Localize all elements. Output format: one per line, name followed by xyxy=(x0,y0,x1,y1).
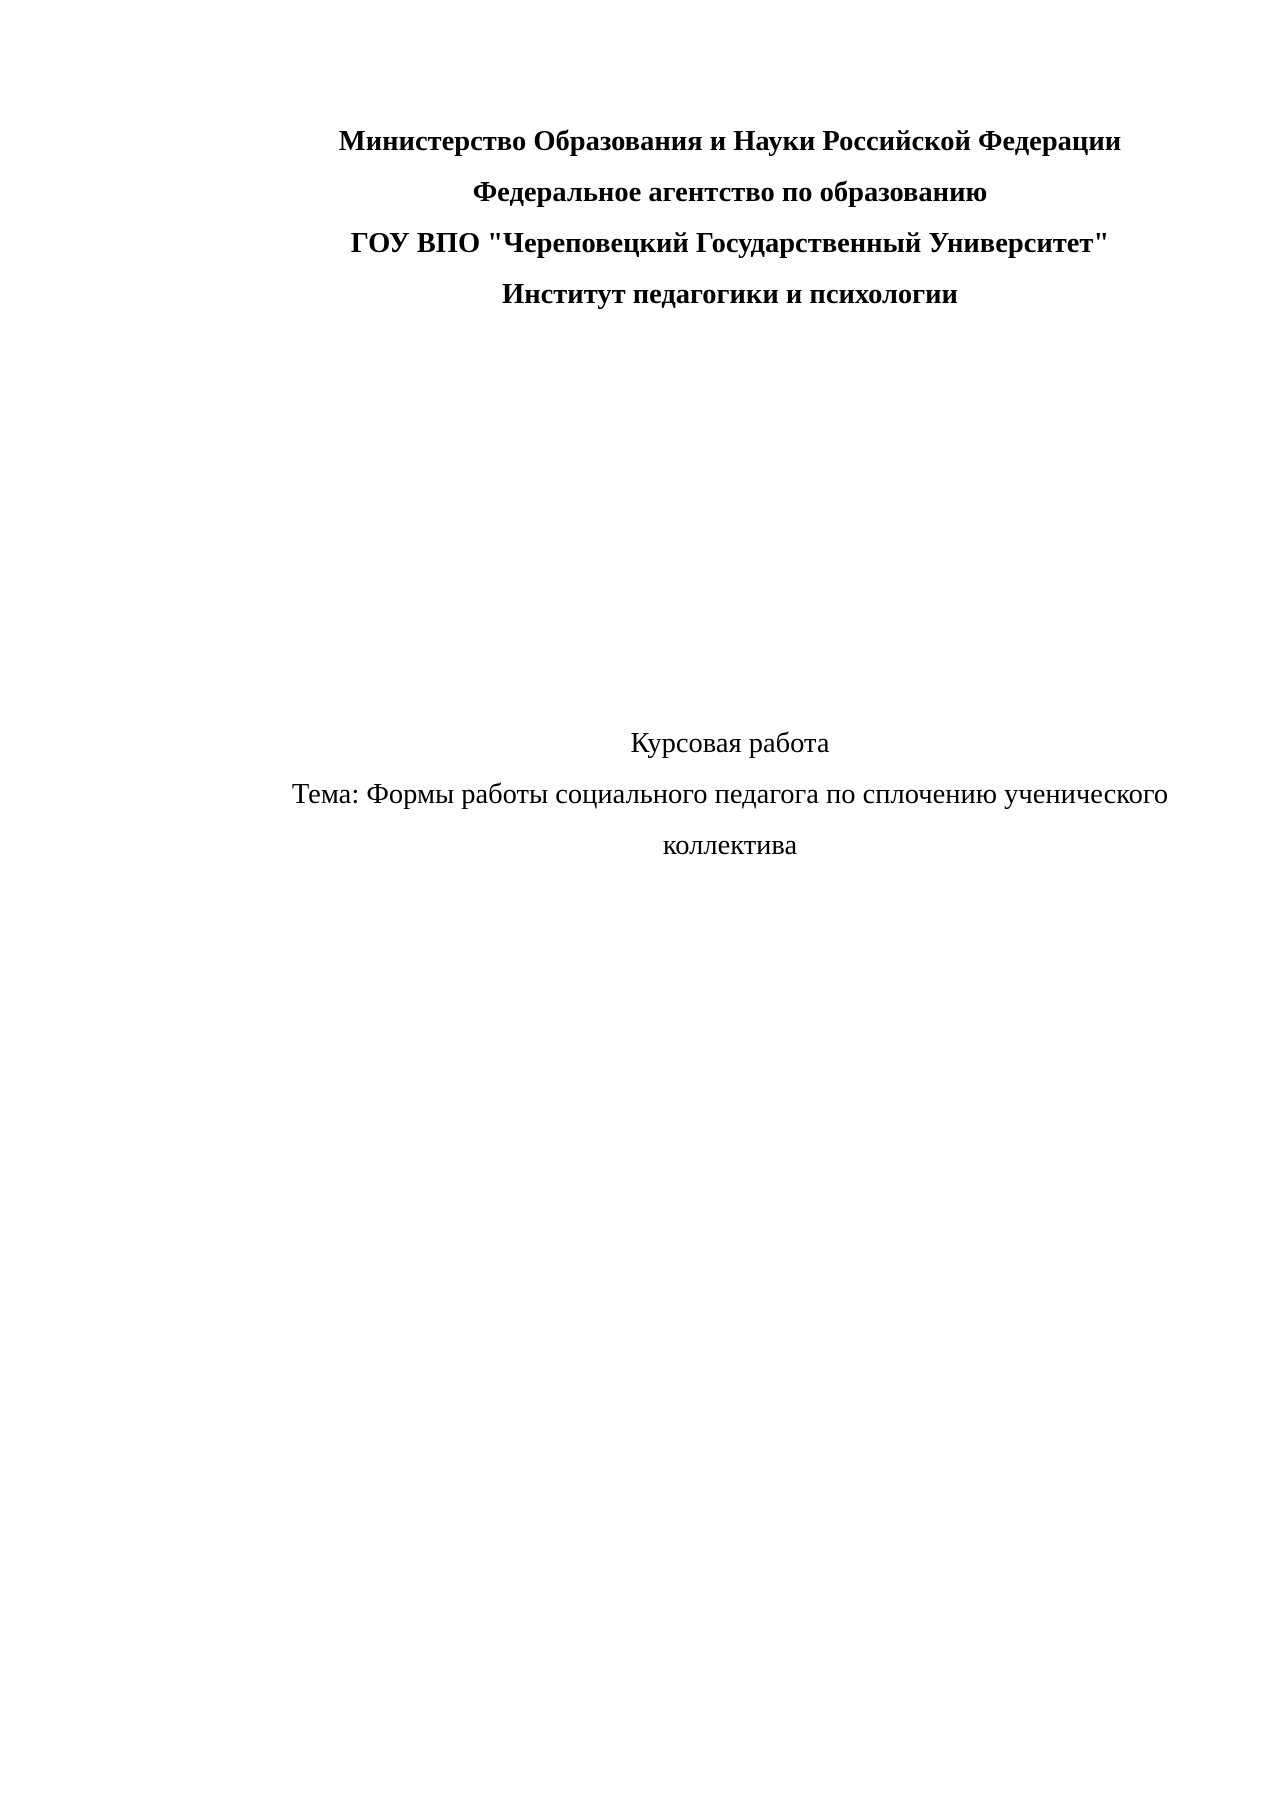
ministry-name: Министерство Образования и Науки Российской Федерации xyxy=(338,126,1122,157)
work-type: Курсовая работа xyxy=(630,728,830,759)
title-section xyxy=(250,718,1210,871)
institution-header xyxy=(250,116,1210,320)
university-name: ГОУ ВПО "Череповецкий Государственный Университет" xyxy=(350,228,1110,259)
institute-name: Институт педагогики и психологии xyxy=(502,279,958,310)
agency-name: Федеральное агентство по образованию xyxy=(472,177,988,208)
work-topic: Тема: Формы работы социального педагога по сплочению ученического коллектива xyxy=(291,779,1169,861)
